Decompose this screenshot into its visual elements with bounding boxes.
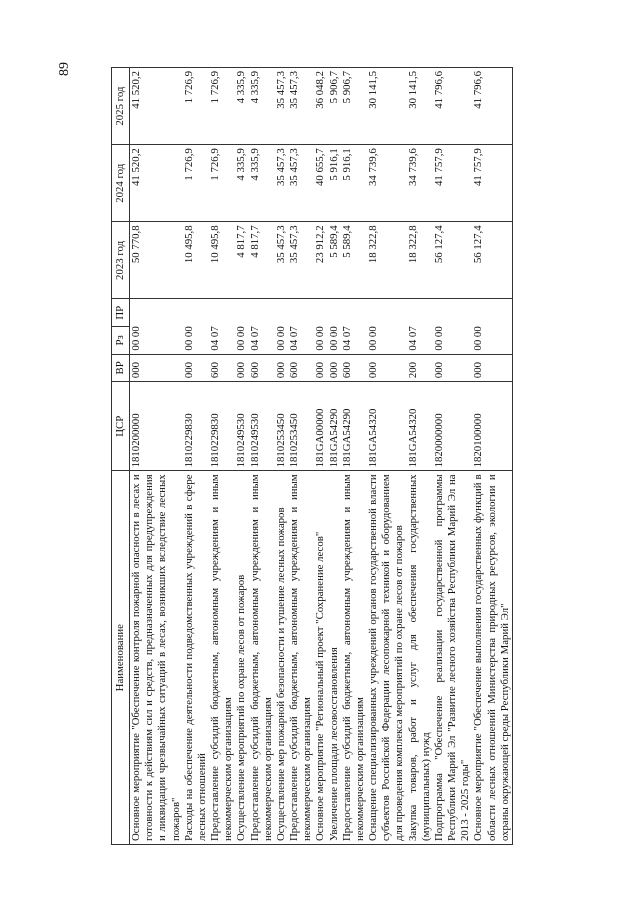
budget-table [111,67,513,845]
row-name: Основное мероприятие "Обеспечение выполнения государственных функций в области лесных отношений Министерства природных ресурсов, экологии и охраны окружающей среды Республики Марий Эл" [472,471,512,845]
header-vr: ВР [112,354,130,382]
row-rzpr: 00 00 [367,299,407,354]
row-2023: 35 457,3 [275,222,288,299]
row-csr: 1810200000 [130,382,183,471]
row-rzpr: 00 00 [130,299,183,354]
row-2025: 5 906,7 [341,68,367,145]
row-csr: 1810253450 [275,382,288,471]
rotated-page-content [111,67,628,845]
row-csr: 1810253450 [288,382,314,471]
row-2025: 5 906,7 [328,68,341,145]
row-name: Осуществление мер пожарной безопасности и тушение лесных пожаров [275,471,288,845]
row-name: Оснащение специализированных учреждений органов государственной власти субъектов Российской Федерации лесопожарной техникой и оборудованием для проведения комплекса мероприятий по охране лесов от пожаров [367,471,407,845]
row-2023: 18 322,8 [367,222,407,299]
row-2023: 56 127,4 [472,222,512,299]
table-row [328,68,341,845]
table-row [183,68,209,845]
row-rzpr: 00 00 [433,299,473,354]
row-2025: 1 726,9 [183,68,209,145]
row-2023: 18 322,8 [407,222,433,299]
row-vr: 600 [341,354,367,382]
row-rzpr: 00 00 [328,299,341,354]
row-2025: 41 520,2 [130,68,183,145]
row-vr: 600 [209,354,235,382]
row-2024: 34 739,6 [367,145,407,222]
row-2024: 41 757,9 [433,145,473,222]
row-2023: 35 457,3 [288,222,314,299]
row-2024: 35 457,3 [288,145,314,222]
row-vr: 000 [130,354,183,382]
row-vr: 000 [433,354,473,382]
table-header-row [112,68,130,845]
row-csr: 181GA54320 [407,382,433,471]
row-2024: 41 757,9 [472,145,512,222]
row-vr: 000 [314,354,327,382]
row-2023: 5 589,4 [328,222,341,299]
row-vr: 000 [328,354,341,382]
row-rzpr: 04 07 [249,299,275,354]
row-2024: 1 726,9 [209,145,235,222]
row-2023: 50 770,8 [130,222,183,299]
row-2024: 5 916,1 [341,145,367,222]
header-2023: 2023 год [112,222,130,299]
row-rzpr: 04 07 [288,299,314,354]
row-2025: 36 048,2 [314,68,327,145]
row-2023: 10 495,8 [183,222,209,299]
row-vr: 600 [288,354,314,382]
header-name: Наименование [112,471,130,845]
table-row [314,68,327,845]
row-csr: 181GA00000 [314,382,327,471]
table-row [341,68,367,845]
row-vr: 000 [183,354,209,382]
table-row [130,68,183,845]
row-vr: 200 [407,354,433,382]
row-vr: 000 [235,354,248,382]
row-name: Увеличение площади лесовосстановления [328,471,341,845]
row-vr: 000 [275,354,288,382]
table-row [472,68,512,845]
row-2023: 10 495,8 [209,222,235,299]
row-name: Закупка товаров, работ и услуг для обеспечения государственных (муниципальных) нужд [407,471,433,845]
row-2025: 1 726,9 [209,68,235,145]
row-csr: 1810229830 [183,382,209,471]
row-2025: 4 335,9 [249,68,275,145]
table-row [367,68,407,845]
header-pr: ПР [112,299,130,327]
row-name: Расходы на обеспечение деятельности подведомственных учреждений в сфере лесных отношений [183,471,209,845]
row-csr: 1820100000 [472,382,512,471]
row-rzpr: 00 00 [314,299,327,354]
row-2025: 35 457,3 [288,68,314,145]
row-2024: 40 655,7 [314,145,327,222]
row-rzpr: 04 07 [407,299,433,354]
row-2024: 5 916,1 [328,145,341,222]
row-2025: 35 457,3 [275,68,288,145]
row-2025: 30 141,5 [367,68,407,145]
row-vr: 000 [472,354,512,382]
row-name: Предоставление субсидий бюджетным, автономным учреждениям и иным некоммерческим организациям [341,471,367,845]
row-vr: 000 [367,354,407,382]
row-csr: 1820000000 [433,382,473,471]
row-rzpr: 00 00 [235,299,248,354]
row-vr: 600 [249,354,275,382]
row-rzpr: 04 07 [341,299,367,354]
table-row [249,68,275,845]
row-rzpr: 00 00 [472,299,512,354]
row-2024: 35 457,3 [275,145,288,222]
row-csr: 1810249530 [249,382,275,471]
table-body [130,68,513,845]
table-row [209,68,235,845]
header-2024: 2024 год [112,145,130,222]
page-number: 89 [57,62,72,76]
row-2024: 34 739,6 [407,145,433,222]
row-name: Предоставление субсидий бюджетным, автономным учреждениям и иным некоммерческим организациям [209,471,235,845]
row-2023: 4 817,7 [249,222,275,299]
row-name: Предоставление субсидий бюджетным, автономным учреждениям и иным некоммерческим организациям [288,471,314,845]
row-2023: 5 589,4 [341,222,367,299]
row-name: Подпрограмма "Обеспечение реализации государственной программы Республики Марий Эл "Развитие лесного хозяйства Республики Марий Эл на 2013 - 2025 годы" [433,471,473,845]
row-2024: 1 726,9 [183,145,209,222]
row-2023: 23 912,2 [314,222,327,299]
row-2023: 4 817,7 [235,222,248,299]
table-row [235,68,248,845]
row-2024: 41 520,2 [130,145,183,222]
row-2024: 4 335,9 [235,145,248,222]
row-name: Основное мероприятие "Обеспечение контроля пожарной опасности в лесах и готовности к действиям сил и средств, предназначенных для предупреждения и ликвидации чрезвычайных ситуаций в лесах, возникших вследствие лесных пожаров" [130,471,183,845]
row-csr: 1810229830 [209,382,235,471]
table-row [407,68,433,845]
row-rzpr: 04 07 [209,299,235,354]
header-csr: ЦСР [112,382,130,471]
row-csr: 181GA54290 [328,382,341,471]
row-rzpr: 00 00 [183,299,209,354]
row-2025: 41 796,6 [433,68,473,145]
table-row [433,68,473,845]
header-2025: 2025 год [112,68,130,145]
row-csr: 181GA54290 [341,382,367,471]
row-2025: 41 796,6 [472,68,512,145]
row-name: Основное мероприятие "Региональный проект "Сохранение лесов" [314,471,327,845]
row-name: Предоставление субсидий бюджетным, автономным учреждениям и иным некоммерческим организациям [249,471,275,845]
table-row [275,68,288,845]
row-2025: 30 141,5 [407,68,433,145]
table-row [288,68,314,845]
row-2023: 56 127,4 [433,222,473,299]
row-csr: 181GA54320 [367,382,407,471]
row-rzpr: 00 00 [275,299,288,354]
row-name: Осуществление мероприятий по охране лесов от пожаров [235,471,248,845]
row-2024: 4 335,9 [249,145,275,222]
row-2025: 4 335,9 [235,68,248,145]
row-csr: 1810249530 [235,382,248,471]
header-rz: Рз [112,327,130,355]
